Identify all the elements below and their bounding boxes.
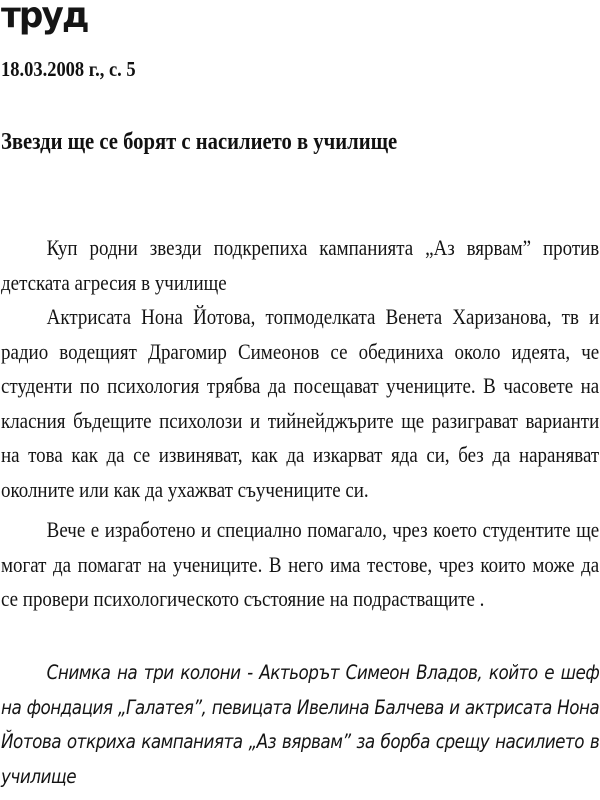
article-headline: Звезди ще се борят с насилието в училище xyxy=(1,129,398,155)
article-body xyxy=(1,231,599,617)
publication-dateline: 18.03.2008 г., с. 5 xyxy=(1,57,136,81)
photo-caption xyxy=(1,656,599,794)
article-paragraph: Актрисата Нона Йотова, топмоделката Венета Харизанова, тв и радио водещият Драгомир Симеонов се обединиха около идеята, че студенти по психология трябва да посещават учениците. В часовете на класния бъдещите психолози и тийнейджърите ще разиграват варианти на това как да се извиняват, как да изкарват яда си, без да нараняват околните или как да ухажват съучениците си. xyxy=(1,304,600,502)
article-paragraph: Вече е изработено и специално помагало, чрез което студентите ще могат да помагат на учениците. В него има тестове, чрез които може да се провери психологическото състояние на подрастващите . xyxy=(1,517,600,611)
newspaper-logo: труд xyxy=(1,0,88,36)
photo-caption-text: Снимка на три колони - Актьорът Симеон Владов, който е шеф на фондация „Галатея”, певицата Ивелина Балчева и актрисата Нона Йотова откриха кампанията „Аз вярвам” за борба срещу насилието в училище xyxy=(1,661,600,788)
article-lead-paragraph: Куп родни звезди подкрепиха кампанията „Аз вярвам” против детската агресия в училище xyxy=(1,235,600,295)
